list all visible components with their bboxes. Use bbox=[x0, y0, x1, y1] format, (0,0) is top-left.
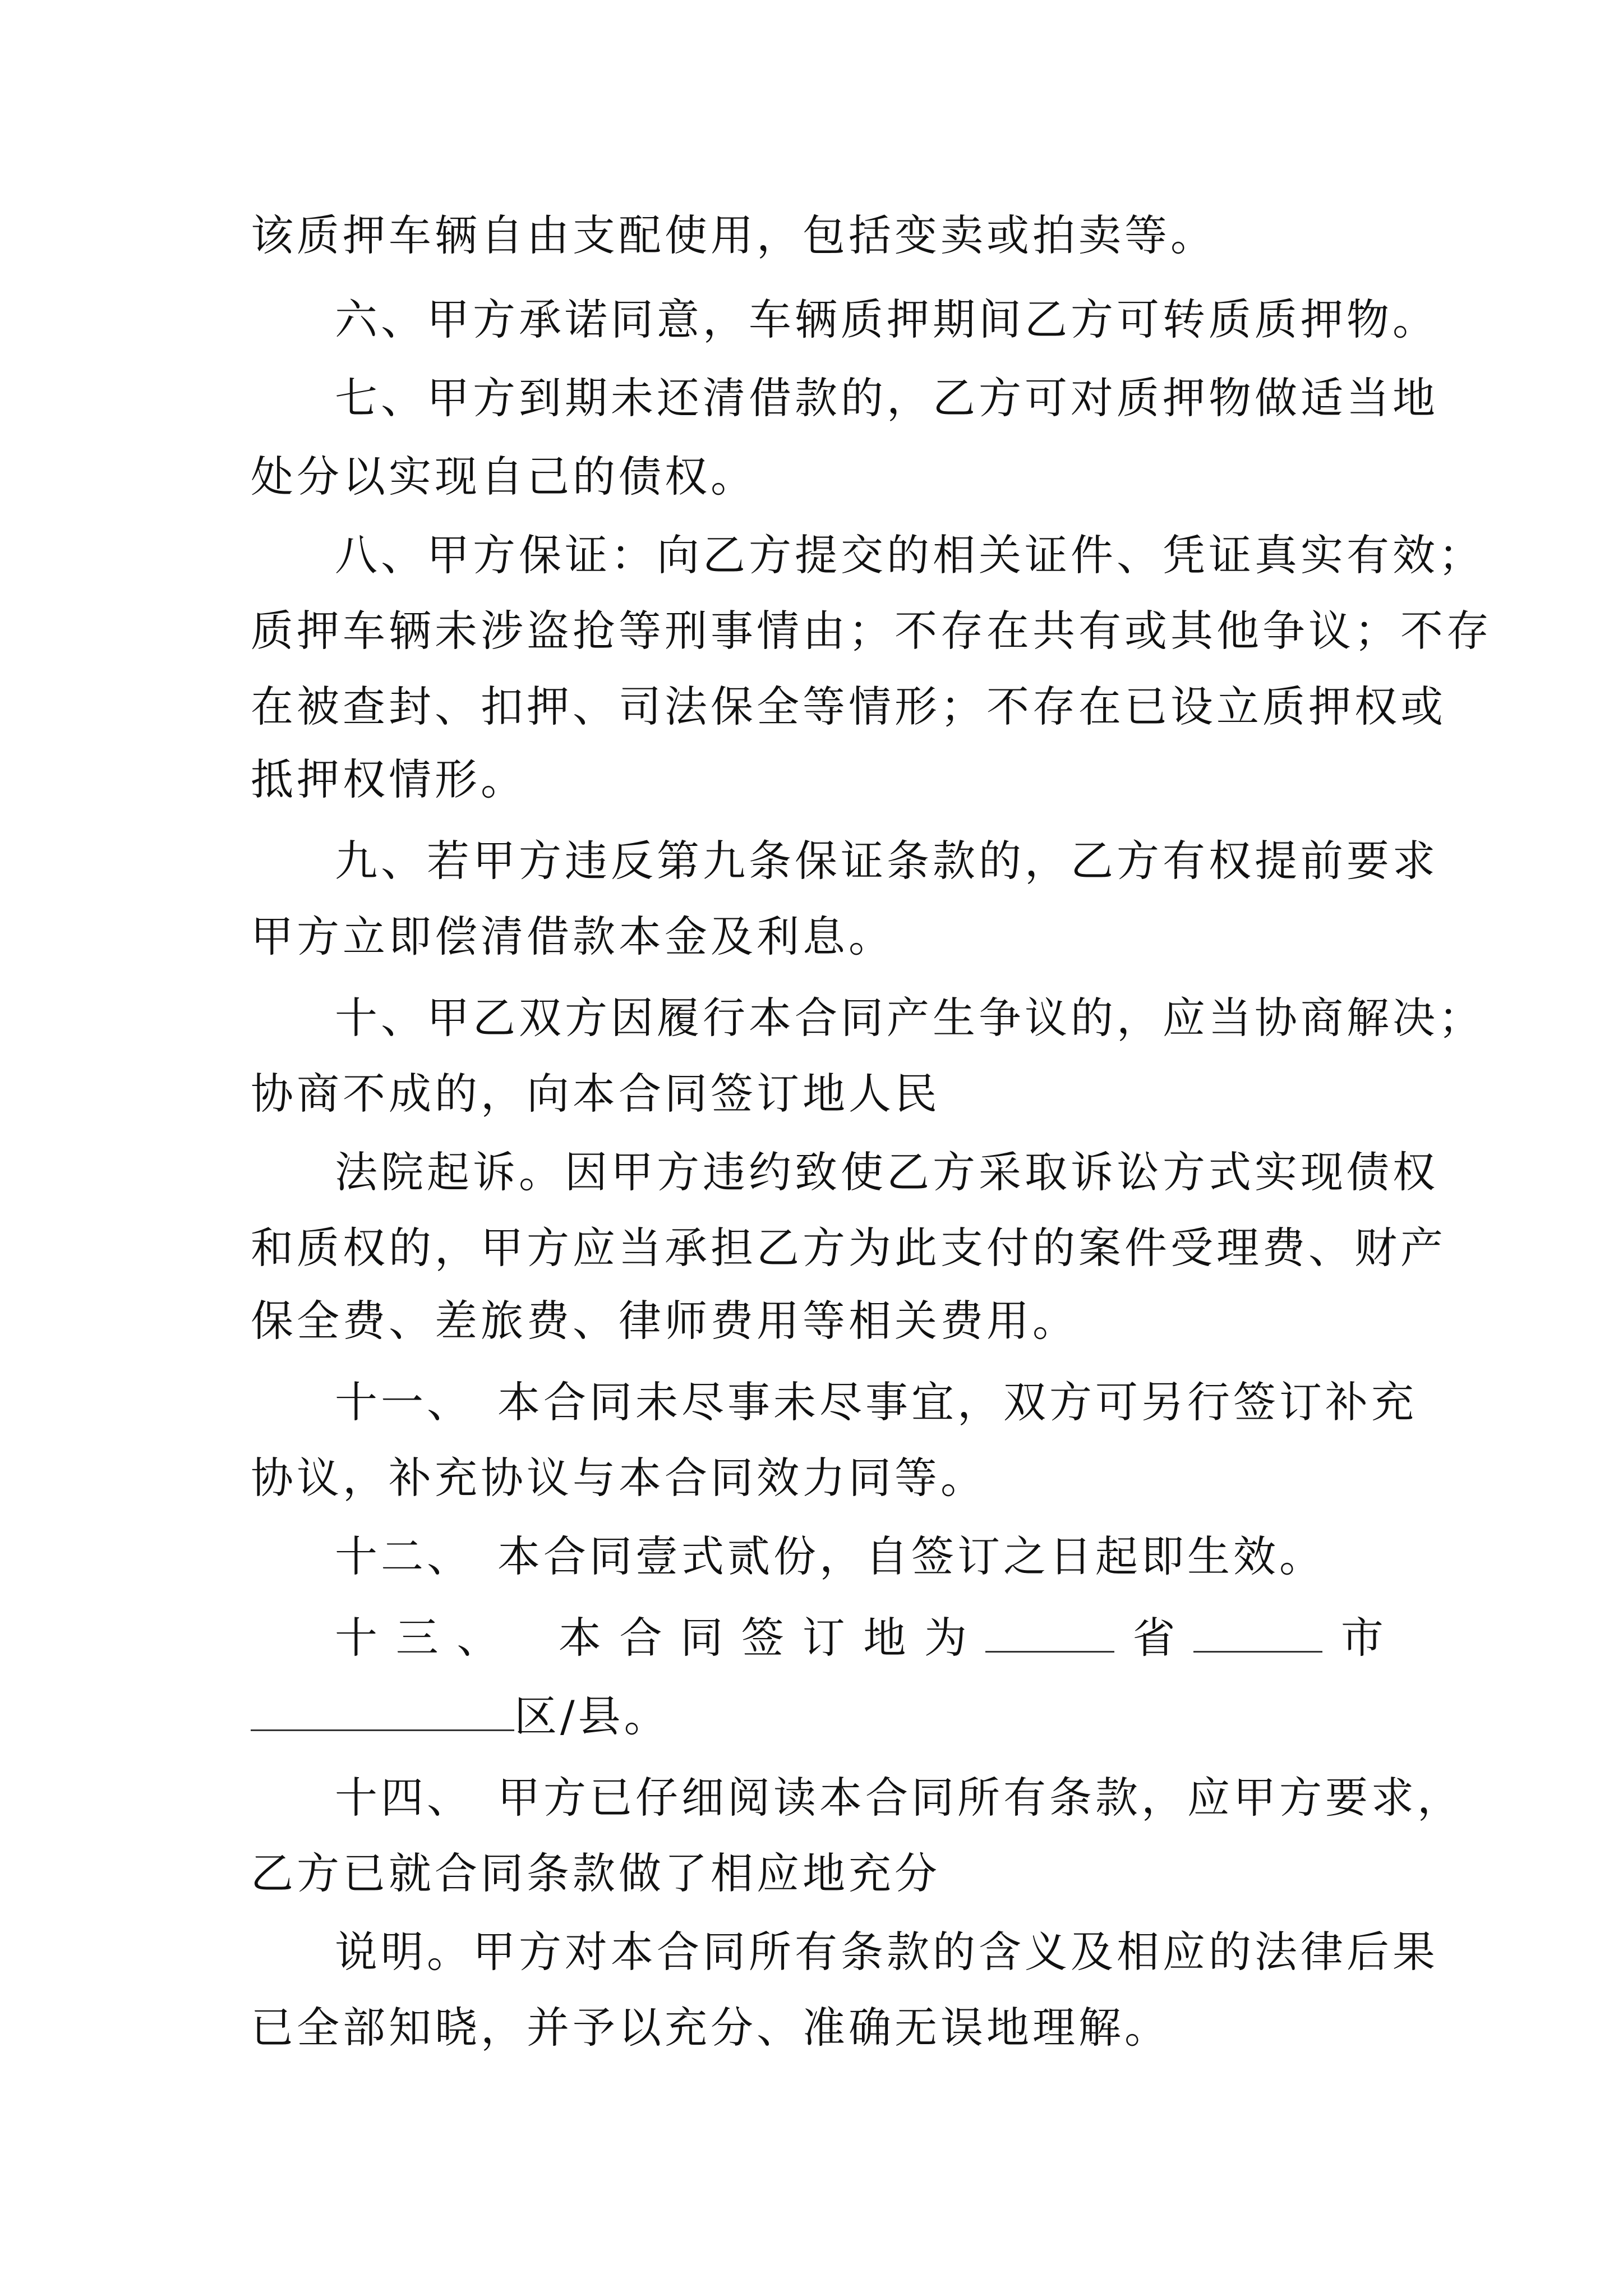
clause-10: 十、甲乙双方因履行本合同产生争议的，应当协商解决； bbox=[335, 993, 1484, 1043]
clause-13-char: 订 bbox=[802, 1613, 845, 1663]
clause-14: 十四、 甲方已仔细阅读本合同所有条款，应甲方要求， bbox=[335, 1773, 1463, 1823]
clause-11: 十一、 本合同未尽事未尽事宜，双方可另行签订补充 bbox=[335, 1377, 1417, 1427]
clause-13-char: 本 bbox=[558, 1613, 601, 1663]
text-line: 甲方立即偿清借款本金及利息。 bbox=[251, 912, 895, 961]
clause-13-line-2 bbox=[251, 1688, 670, 1745]
text-line: 质押车辆未涉盗抢等刑事情由；不存在共有或其他争议；不存 bbox=[251, 606, 1492, 656]
text-line: 协议，补充协议与本合同效力同等。 bbox=[251, 1453, 986, 1503]
clause-13-char: 同 bbox=[680, 1613, 723, 1663]
text-line: 和质权的，甲方应当承担乙方为此支付的案件受理费、财产 bbox=[251, 1223, 1446, 1273]
clause-6: 六、甲方承诺同意，车辆质押期间乙方可转质质押物。 bbox=[335, 295, 1438, 344]
clause-13-char: 为 bbox=[924, 1613, 967, 1663]
text-line: 处分以实现自己的债权。 bbox=[251, 452, 757, 501]
clause-12: 十二、 本合同壹式贰份，自签订之日起即生效。 bbox=[335, 1531, 1325, 1581]
province-blank[interactable] bbox=[985, 1611, 1114, 1653]
text-line: 乙方已就合同条款做了相应地充分 bbox=[251, 1848, 940, 1898]
text-line: 抵押权情形。 bbox=[251, 754, 527, 804]
clause-13-char: 地 bbox=[863, 1613, 906, 1663]
clause-13-char: 市 bbox=[1340, 1613, 1384, 1663]
clause-13-char: 省 bbox=[1132, 1613, 1175, 1663]
clause-8: 八、甲方保证：向乙方提交的相关证件、凭证真实有效； bbox=[335, 530, 1484, 580]
clause-7: 七、甲方到期未还清借款的，乙方可对质押物做适当地 bbox=[335, 373, 1438, 423]
text-line: 已全部知晓，并予以充分、准确无误地理解。 bbox=[251, 2003, 1170, 2053]
clause-13-char: 三 bbox=[395, 1613, 439, 1663]
text-line: 协商不成的，向本合同签订地人民 bbox=[251, 1069, 940, 1119]
text-line: 保全费、差旅费、律师费用等相关费用。 bbox=[251, 1296, 1078, 1346]
clause-9: 九、若甲方违反第九条保证条款的，乙方有权提前要求 bbox=[335, 836, 1438, 886]
district-suffix: 区/县。 bbox=[514, 1691, 670, 1741]
district-blank[interactable] bbox=[251, 1689, 514, 1731]
text-line: 说明。甲方对本合同所有条款的含义及相应的法律后果 bbox=[335, 1927, 1438, 1977]
text-line: 该质押车辆自由支配使用，包括变卖或拍卖等。 bbox=[251, 210, 1216, 260]
clause-13-char: 、 bbox=[457, 1613, 500, 1663]
clause-13 bbox=[335, 1610, 1384, 1666]
text-line: 在被查封、扣押、司法保全等情形；不存在已设立质押权或 bbox=[251, 682, 1446, 731]
city-blank[interactable] bbox=[1193, 1611, 1322, 1653]
clause-13-char: 签 bbox=[741, 1613, 784, 1663]
clause-13-char: 十 bbox=[335, 1613, 377, 1663]
clause-13-char: 合 bbox=[619, 1613, 662, 1663]
text-line: 法院起诉。因甲方违约致使乙方采取诉讼方式实现债权 bbox=[335, 1147, 1438, 1197]
